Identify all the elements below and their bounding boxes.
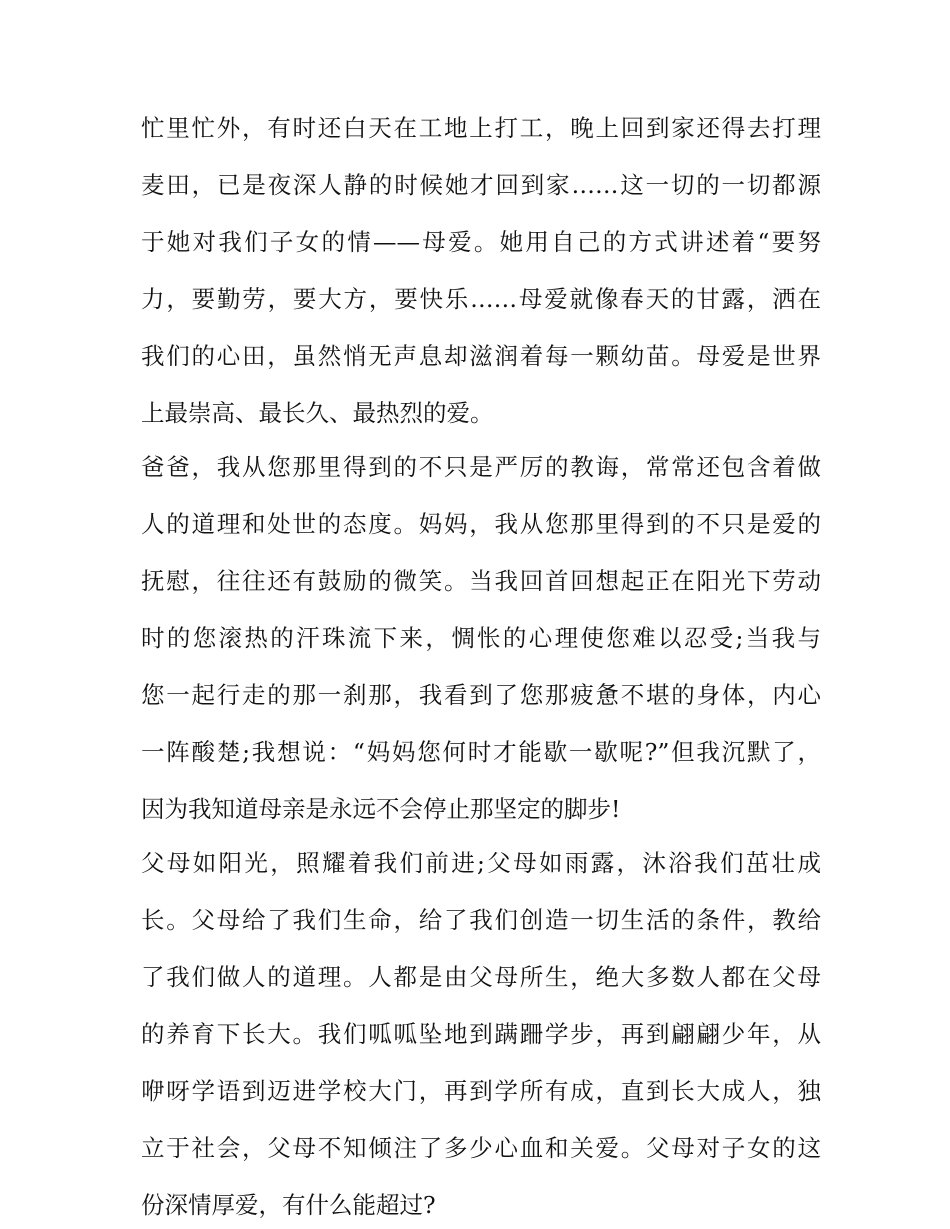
text-line: 时的您滚热的汗珠流下来，惆怅的心理使您难以忍受;当我与 [141,624,821,652]
text-line: 爸爸，我从您那里得到的不只是严厉的教诲，常常还包含着做 [141,453,821,481]
text-line: 忙里忙外，有时还白天在工地上打工，晚上回到家还得去打理 [141,114,821,142]
text-line: 力，要勤劳，要大方，要快乐……母爱就像春天的甘露，洒在 [141,285,821,313]
text-line: 的养育下长大。我们呱呱坠地到蹒跚学步，再到翩翩少年，从 [141,1020,821,1048]
text-line: 抚慰，往往还有鼓励的微笑。当我回首回想起正在阳光下劳动 [141,567,821,595]
text-line: 上最崇高、最长久、最热烈的爱。 [141,399,494,427]
text-line: 因为我知道母亲是永远不会停止那坚定的脚步! [141,795,621,823]
text-line: 一阵酸楚;我想说：“妈妈您何时才能歇一歇呢?”但我沉默了， [141,738,821,766]
text-line: 父母如阳光，照耀着我们前进;父母如雨露，沐浴我们茁壮成 [141,849,821,877]
text-line: 我们的心田，虽然悄无声息却滋润着每一颗幼苗。母爱是世界 [141,342,821,370]
text-line: 长。父母给了我们生命，给了我们创造一切生活的条件，教给 [141,906,821,934]
text-line: 于她对我们子女的情——母爱。她用自己的方式讲述着“要努 [141,228,821,256]
text-line: 麦田，已是夜深人静的时候她才回到家……这一切的一切都源 [141,171,821,199]
text-line: 了我们做人的道理。人都是由父母所生，绝大多数人都在父母 [141,963,821,991]
text-line: 咿呀学语到迈进学校大门，再到学所有成，直到长大成人，独 [141,1077,821,1105]
text-line: 份深情厚爱，有什么能超过? [141,1191,436,1219]
text-line: 人的道理和处世的态度。妈妈，我从您那里得到的不只是爱的 [141,510,821,538]
text-line: 立于社会，父母不知倾注了多少心血和关爱。父母对子女的这 [141,1134,821,1162]
text-line: 您一起行走的那一刹那，我看到了您那疲惫不堪的身体，内心 [141,681,821,709]
